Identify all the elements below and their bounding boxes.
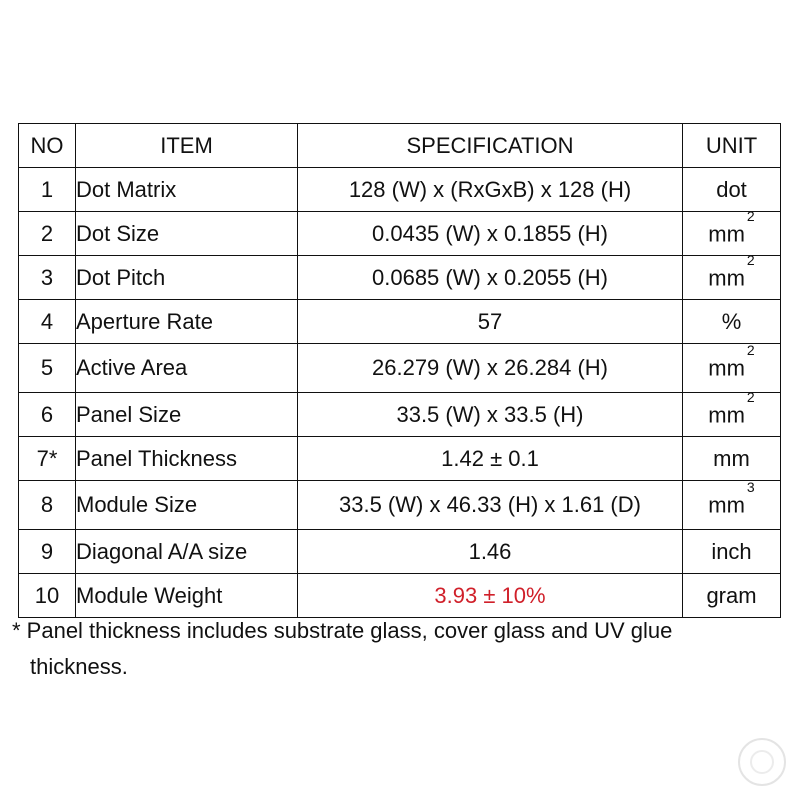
- table-row: [19, 530, 781, 574]
- footnote-line-continuation: thickness.: [30, 654, 128, 679]
- row-item: Diagonal A/A size: [76, 530, 298, 574]
- row-specification: 57: [298, 300, 683, 344]
- table-row: [19, 393, 781, 437]
- unit-text: mm: [713, 445, 750, 471]
- unit-exponent: 2: [746, 251, 755, 268]
- table-row: [19, 300, 781, 344]
- row-number: 8: [19, 481, 76, 530]
- row-specification: 3.93 ± 10%: [298, 574, 683, 618]
- unit-exponent: 3: [746, 479, 755, 496]
- row-item: Dot Size: [76, 212, 298, 256]
- row-unit: [683, 437, 781, 481]
- row-item: Dot Matrix: [76, 168, 298, 212]
- row-unit: [683, 481, 781, 530]
- unit-exponent: 2: [746, 388, 755, 405]
- unit-exponent: 2: [746, 342, 755, 359]
- table-row: [19, 256, 781, 300]
- row-number: 4: [19, 300, 76, 344]
- header-no: NO: [19, 124, 76, 168]
- row-unit: [683, 574, 781, 618]
- footnote: [12, 613, 787, 685]
- unit-text: mm: [708, 221, 745, 247]
- row-specification: 0.0435 (W) x 0.1855 (H): [298, 212, 683, 256]
- row-item: Panel Size: [76, 393, 298, 437]
- header-specification: SPECIFICATION: [298, 124, 683, 168]
- row-item: Module Size: [76, 481, 298, 530]
- row-number: 10: [19, 574, 76, 618]
- row-specification: 33.5 (W) x 33.5 (H): [298, 393, 683, 437]
- header-item: ITEM: [76, 124, 298, 168]
- specification-table: [18, 123, 781, 618]
- row-specification: 0.0685 (W) x 0.2055 (H): [298, 256, 683, 300]
- table-row: [19, 437, 781, 481]
- row-number: 5: [19, 344, 76, 393]
- unit-text: gram: [706, 582, 757, 608]
- unit-text: mm: [708, 402, 745, 428]
- row-specification: 128 (W) x (RxGxB) x 128 (H): [298, 168, 683, 212]
- unit-text: inch: [711, 538, 752, 564]
- unit-text: mm: [708, 355, 745, 381]
- row-unit: [683, 344, 781, 393]
- row-number: 1: [19, 168, 76, 212]
- row-unit: [683, 251, 781, 300]
- unit-exponent: 2: [746, 207, 755, 224]
- row-unit: [683, 207, 781, 256]
- table-header-row: [19, 124, 781, 168]
- unit-text: mm: [708, 492, 745, 518]
- table-row: [19, 344, 781, 393]
- row-number: 2: [19, 212, 76, 256]
- row-item: Panel Thickness: [76, 437, 298, 481]
- row-item: Module Weight: [76, 574, 298, 618]
- row-unit: [683, 388, 781, 437]
- row-item: Dot Pitch: [76, 256, 298, 300]
- row-unit: [683, 168, 781, 212]
- footnote-line: * Panel thickness includes substrate glass, cover glass and UV glue: [12, 618, 673, 643]
- row-unit: [683, 300, 781, 344]
- header-unit: UNIT: [683, 124, 781, 168]
- row-specification: 1.42 ± 0.1: [298, 437, 683, 481]
- row-number: 3: [19, 256, 76, 300]
- unit-text: mm: [708, 265, 745, 291]
- row-specification: 33.5 (W) x 46.33 (H) x 1.61 (D): [298, 481, 683, 530]
- row-item: Aperture Rate: [76, 300, 298, 344]
- row-number: 9: [19, 530, 76, 574]
- watermark-seal: [738, 738, 786, 786]
- table-row: [19, 212, 781, 256]
- table-row: [19, 481, 781, 530]
- table-row: [19, 168, 781, 212]
- row-unit: [683, 530, 781, 574]
- row-specification: 26.279 (W) x 26.284 (H): [298, 344, 683, 393]
- unit-text: %: [721, 308, 742, 334]
- unit-text: dot: [716, 176, 747, 202]
- row-number: 6: [19, 393, 76, 437]
- row-item: Active Area: [76, 344, 298, 393]
- row-number: 7*: [19, 437, 76, 481]
- table-row: [19, 574, 781, 618]
- row-specification: 1.46: [298, 530, 683, 574]
